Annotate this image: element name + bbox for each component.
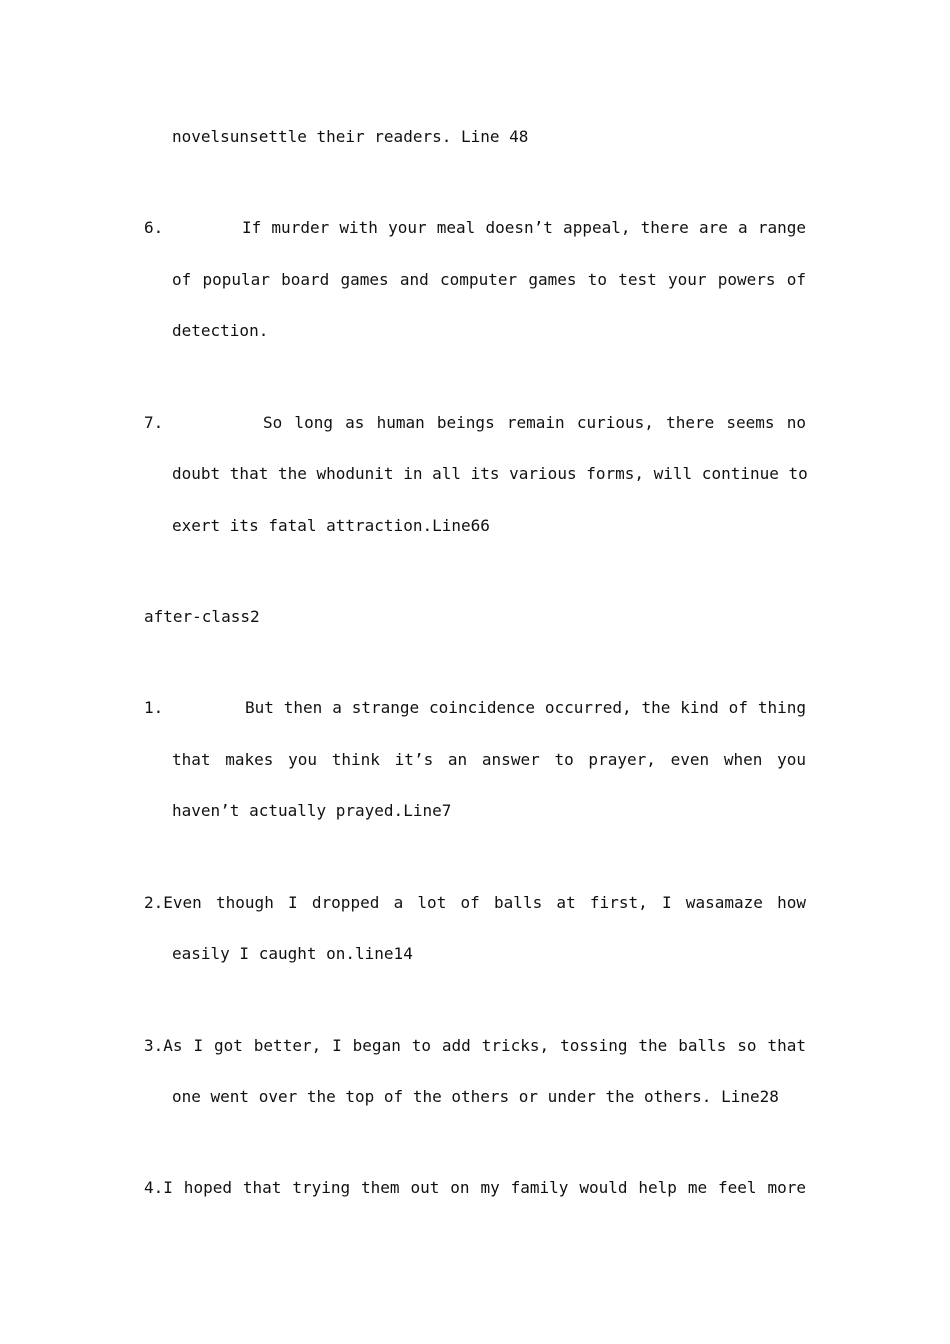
paragraph-line: of popular board games and computer games to test your powers of [172,270,806,289]
paragraph-line: 2.Even though I dropped a lot of balls at first, I wasamaze how [144,893,806,912]
paragraph-line: But then a strange coincidence occurred, the kind of thing [245,698,806,717]
paragraph-line: detection. [172,321,269,340]
paragraph-line: doubt that the whodunit in all its various forms, will continue to [172,464,808,483]
list-item-number: 6. [144,218,164,237]
paragraph-line: So long as human beings remain curious, there seems no [263,413,806,432]
paragraph-line: novelsunsettle their readers. Line 48 [172,127,529,146]
paragraph-line: haven’t actually prayed.Line7 [172,801,452,820]
paragraph-line: exert its fatal attraction.Line66 [172,516,490,535]
paragraph-line: 3.As I got better, I began to add tricks, tossing the balls so that [144,1036,806,1055]
section-heading: after-class2 [144,607,260,626]
paragraph-line: that makes you think it’s an answer to prayer, even when you [172,750,806,769]
paragraph-line: one went over the top of the others or under the others. Line28 [172,1087,779,1106]
list-item-number: 7. [144,413,164,432]
paragraph-line: If murder with your meal doesn’t appeal, there are a range [242,218,806,237]
list-item-number: 1. [144,698,164,717]
paragraph-line: easily I caught on.line14 [172,944,413,963]
paragraph-line: 4.I hoped that trying them out on my family would help me feel more [144,1178,806,1197]
